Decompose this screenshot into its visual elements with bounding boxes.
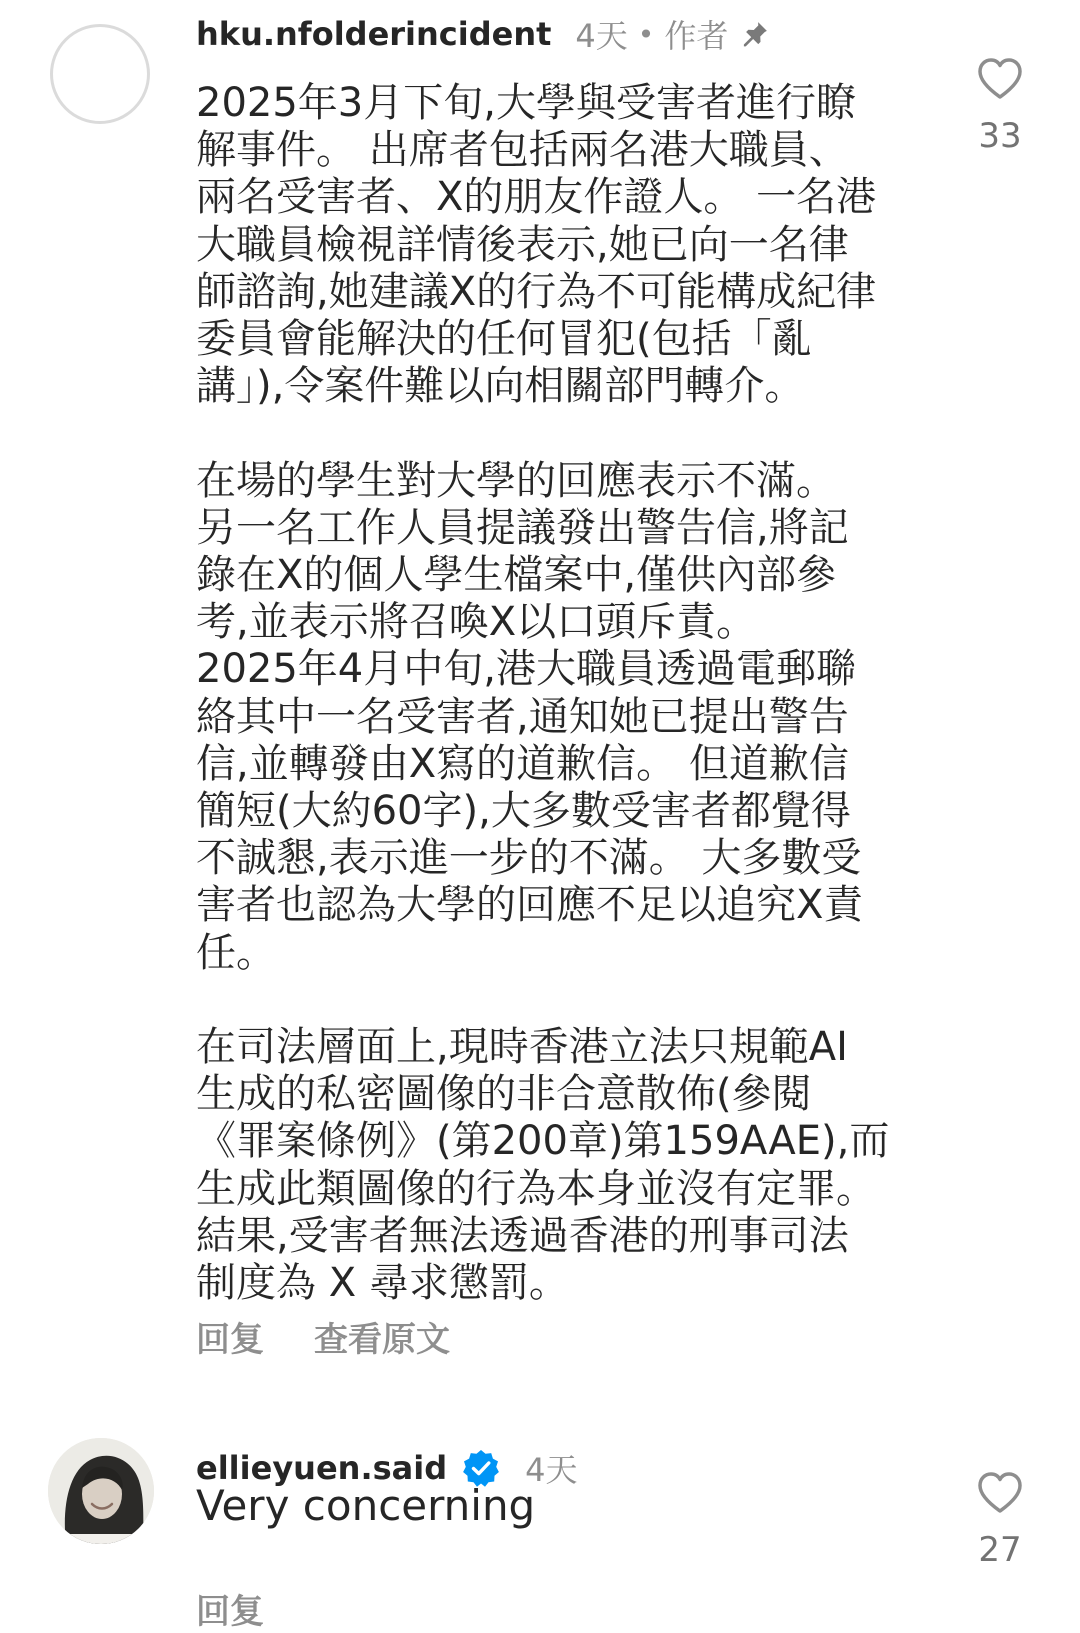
- timestamp: 4天: [525, 1451, 578, 1489]
- heart-icon[interactable]: [976, 1470, 1024, 1514]
- see-original-button[interactable]: 查看原文: [314, 1320, 450, 1360]
- like-count: 27: [978, 1530, 1022, 1570]
- username[interactable]: hku.nfolderincident: [196, 15, 552, 53]
- username[interactable]: ellieyuen.said: [196, 1449, 448, 1487]
- comment-actions: [196, 1312, 500, 1361]
- comment-header: [196, 12, 770, 56]
- comment-text: Very concerning: [196, 1481, 536, 1530]
- avatar[interactable]: [48, 1438, 154, 1544]
- comment-actions: [196, 1584, 314, 1633]
- timestamp: 4天: [575, 17, 628, 55]
- heart-icon[interactable]: [976, 56, 1024, 100]
- reply-button[interactable]: 回复: [196, 1320, 264, 1360]
- comment-item: [0, 1440, 1080, 1632]
- comment-text: 2025年3月下旬,大學與受害者進行瞭 解事件。 出席者包括兩名港大職員、 兩名受害者、X的朋友作證人。 一名港 大職員檢視詳情後表示,她已向一名律 師諮詢,她建議X的行為不可能構成紀律 委員會能解決的任何冒犯(包括「亂 講」),令案件難以向相關部門轉介。 在場的學生對大學的回應表示不滿。 另一名工作人員提議發出警告信,將記 錄在X的個人學生檔案中,僅供內部參 考,並表示將召喚X以口頭斥責。 2025年4月中旬,港大職員透過電郵聯 絡其中一名受害者,通知她已提出警告 信,並轉發由X寫的道歉信。 但道歉信 簡短(大約60字),大多數受害者都覺得 不誠懇,表示進一步的不滿。 大多數受 害者也認為大學的回應不足以追究X責 任。 在司法層面上,現時香港立法只規範AI 生成的私密圖像的非合意散佈(參閱 《罪案條例》(第200章)第159AAE),而 生成此類圖像的行為本身並沒有定罪。 結果,受害者無法透過香港的刑事司法 制度為 X 尋求懲罰。: [196, 80, 890, 1307]
- like-count: 33: [978, 116, 1022, 156]
- reply-button[interactable]: 回复: [196, 1592, 264, 1632]
- separator: •: [637, 17, 655, 51]
- like-control: [970, 1470, 1030, 1570]
- pin-icon: [740, 19, 770, 49]
- avatar[interactable]: [50, 24, 150, 124]
- avatar-photo: [48, 1438, 154, 1544]
- like-control: [970, 56, 1030, 156]
- author-badge: 作者: [664, 17, 729, 55]
